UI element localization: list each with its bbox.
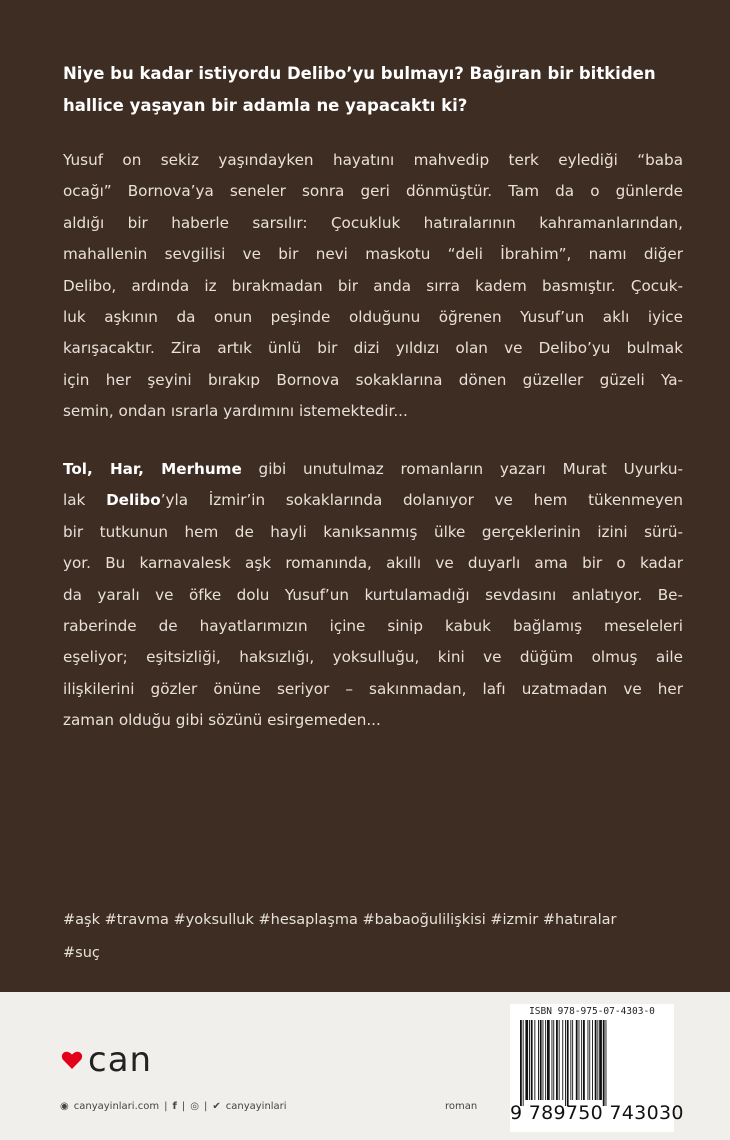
isbn-barcode [510,1004,684,1132]
barcode-bar [531,1020,533,1100]
author-line [63,454,683,485]
synopsis-line: luk aşkının da onun peşinde olduğunu öğrenen Yusuf’un aklı iyice [63,307,683,326]
barcode-bar [570,1020,571,1100]
barcode-bar [545,1020,546,1100]
hashtag-line: #aşk #travma #yoksulluk #hesaplaşma #babaoğulilişkisi #izmir #hatıralar [63,912,617,928]
synopsis-line: ocağı” Bornova’ya seneler sonra geri dönmüştür. Tam da o günlerde [63,182,683,201]
blurb-headline [63,58,673,122]
synopsis-line: semin, ondan ısrarla yardımını istemektedir... [63,402,408,421]
author-line: da yaralı ve öfke dolu Yusuf’un kurtulamadığı sevdasını anlatıyor. Be- [63,585,683,604]
barcode-bar [597,1020,598,1100]
author-paragraph [63,454,683,737]
author-line: yor. Bu karnavalesk aşk romanında, akıllı ve duyarlı ama bir o kadar [63,554,683,573]
hashtag-list [63,904,683,970]
synopsis-paragraph [63,145,683,428]
synopsis-line: Delibo, ardında iz bırakmadan bir anda sırra kadem basmıştır. Çocuk- [63,276,683,295]
hashtag-line: #suç [63,945,100,961]
previous-titles: Tol, Har, Merhume [63,460,242,478]
barcode-bar [589,1020,590,1100]
synopsis-line: için her şeyini bırakıp Bornova sokaklarına dönen güzeller güzeli Ya- [63,370,683,389]
website-link[interactable]: canyayinlari.com [73,1101,160,1112]
barcode-bar [540,1020,542,1100]
social-handle[interactable]: canyayinlari [225,1101,287,1112]
barcode-bar [592,1020,593,1100]
barcode-bar [543,1020,544,1100]
publisher-logo [60,1040,152,1080]
facebook-icon[interactable]: f [172,1101,177,1112]
genre-label: roman [445,1101,478,1112]
isbn-digits: 9 789750 743030 [510,1102,684,1124]
twitter-icon[interactable]: ✔ [212,1101,221,1112]
barcode-bar [581,1020,582,1100]
barcode-bar [562,1020,563,1100]
barcode-bar [559,1020,560,1100]
barcode-bar [599,1020,602,1100]
isbn-label: ISBN 978-975-07-4303-0 [529,1006,655,1017]
barcode-bar [576,1020,578,1100]
barcode-bar [579,1020,580,1100]
barcode-bar [520,1020,522,1106]
barcode-bar [595,1020,597,1100]
separator: | [203,1101,208,1112]
barcode-bar [538,1020,539,1100]
synopsis-line: karışacaktır. Zira artık ünlü bir dizi yıldızı olan ve Delibo’yu bulmak [63,339,683,358]
author-line-text: gibi unutulmaz romanların yazarı Murat Uyurku- [241,460,683,478]
barcode-bar [529,1020,530,1100]
logo-text: can [88,1040,153,1080]
barcode-bar [552,1020,553,1100]
author-line [63,485,683,516]
publisher-footer [0,992,730,1140]
barcode-bar [606,1020,607,1106]
book-title: Delibo [106,491,161,510]
barcode-bar [534,1020,535,1100]
barcode-bar [553,1020,554,1100]
synopsis-line: aldığı bir haberle sarsılır: Çocukluk hatıralarının kahramanlarından, [63,213,683,232]
barcode-bars [514,1020,674,1106]
instagram-icon[interactable]: ◎ [190,1101,199,1112]
separator: | [164,1101,168,1112]
headline-line: Niye bu kadar istiyordu Delibo’yu bulmayı? Bağıran bir bitkiden [63,64,656,83]
synopsis-line: mahallenin sevgilisi ve bir nevi maskotu “deli İbrahim”, namı diğer [63,245,683,264]
barcode-bar [565,1020,566,1106]
author-line: bir tutkunun hem de hayli kanıksanmış ülke gerçeklerinin izini sürü- [63,522,683,541]
heart-icon [60,1048,84,1072]
barcode-bar [583,1020,585,1100]
separator: | [181,1101,186,1112]
barcode-bar [556,1020,558,1100]
barcode-bar [523,1020,524,1106]
author-line: raberinde de hayatlarımızın içine sinip kabuk bağlamış meseleleri [63,616,683,635]
barcode-bar [567,1020,569,1106]
author-line-text: ’yla İzmir’in sokaklarında dolanıyor ve hem tükenmeyen [160,491,683,510]
barcode-bar [572,1020,573,1100]
author-line: zaman olduğu gibi sözünü esirgemeden... [63,711,381,730]
author-line: eşeliyor; eşitsizliği, haksızlığı, yoksulluğu, kini ve düğüm olmuş aile [63,648,683,667]
publisher-links [60,1101,287,1112]
headline-line: hallice yaşayan bir adamla ne yapacaktı ki? [63,96,468,115]
author-line: ilişkilerini gözler önüne seriyor – sakınmadan, lafı uzatmadan ve her [63,679,683,698]
barcode-bar [603,1020,605,1106]
barcode-bar [525,1020,528,1100]
barcode-bar [588,1020,589,1100]
barcode-bar [547,1020,550,1100]
author-line-text: lak [63,491,107,510]
globe-icon: ◉ [60,1101,69,1112]
synopsis-line: Yusuf on sekiz yaşındayken hayatını mahvedip terk eylediği “baba [63,151,683,169]
